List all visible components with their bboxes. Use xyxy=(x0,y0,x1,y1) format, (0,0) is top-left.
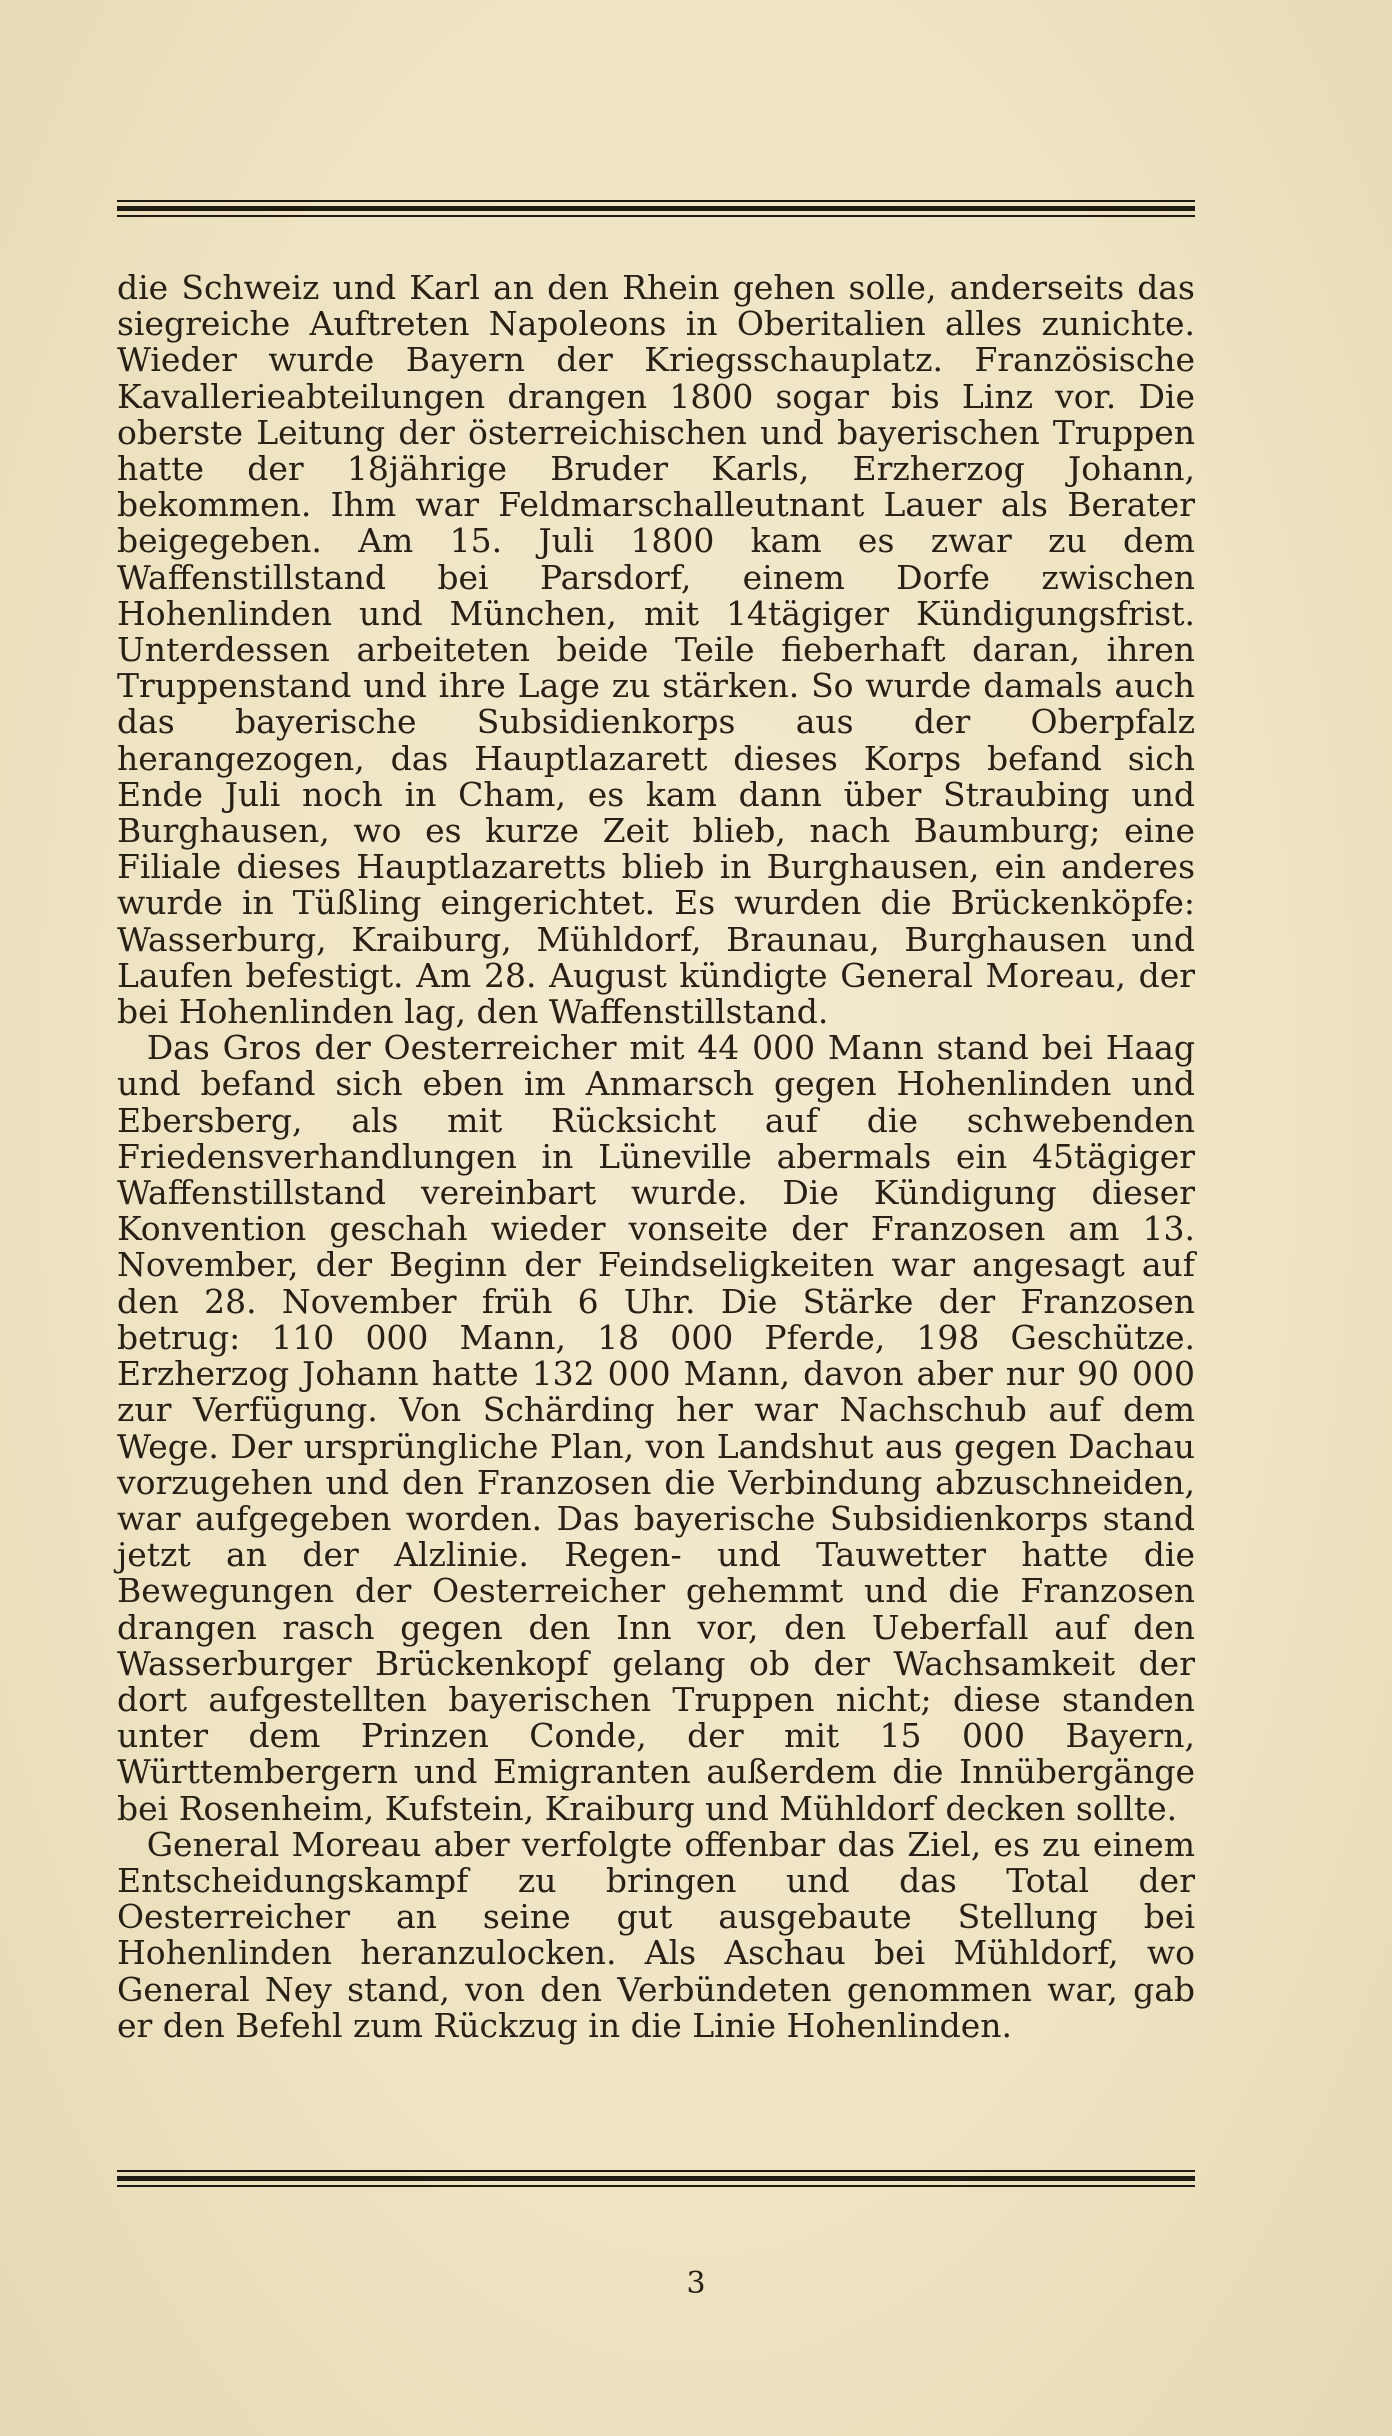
rule-line xyxy=(117,2176,1195,2181)
paragraph-2: Das Gros der Oesterreicher mit 44 000 Mann stand bei Haag und befand sich eben im Anmarsch gegen Hohenlinden und Ebersberg, als mit Rücksicht auf die schwebenden Friedensverhandlungen in Lüneville abermals ein 45tägiger Waffenstillstand vereinbart wurde. Die Kündigung dieser Konvention geschah wieder vonseite der Franzosen am 13. November, der Beginn der Feindseligkeiten war angesagt auf den 28. November früh 6 Uhr. Die Stärke der Franzosen betrug: 110 000 Mann, 18 000 Pferde, 198 Geschütze. Erzherzog Johann hatte 132 000 Mann, davon aber nur 90 000 zur Verfügung. Von Schärding her war Nachschub auf dem Wege. Der ursprüngliche Plan, von Landshut aus gegen Dachau vorzugehen und den Franzosen die Verbindung abzuschneiden, war aufgegeben worden. Das bayerische Subsidienkorps stand jetzt an der Alzlinie. Regen- und Tauwetter hatte die Bewegungen der Oesterreicher gehemmt und die Franzosen drangen rasch gegen den Inn vor, den Ueberfall auf den Wasserburger Brückenkopf gelang ob der Wachsamkeit der dort aufgestellten bayerischen Truppen nicht; diese standen unter dem Prinzen Conde, der mit 15 000 Bayern, Württembergern und Emigranten außerdem die Innübergänge bei Rosenheim, Kufstein, Kraiburg und Mühldorf decken sollte. xyxy=(117,1028,1195,1828)
bottom-decorative-rule xyxy=(117,2170,1195,2191)
paragraph-3: General Moreau aber verfolgte offenbar das Ziel, es zu einem Entscheidungskampf zu bringen und das Total der Oesterreicher an seine gut ausgebaute Stellung bei Hohenlinden heranzulocken. Als Aschau bei Mühldorf, wo General Ney stand, von den Verbündeten genommen war, gab er den Befehl zum Rückzug in die Linie Hohenlinden. xyxy=(117,1824,1195,2045)
page-number: 3 xyxy=(686,2266,706,2301)
rule-line xyxy=(117,200,1195,202)
paragraph-1: die Schweiz und Karl an den Rhein gehen solle, anderseits das siegreiche Auftreten Napoleons in Oberitalien alles zunichte. Wieder wurde Bayern der Kriegsschauplatz. Französische Kavallerieabteilungen drangen 1800 sogar bis Linz vor. Die oberste Leitung der österreichischen und bayerischen Truppen hatte der 18jährige Bruder Karls, Erzherzog Johann, bekommen. Ihm war Feldmarschalleutnant Lauer als Berater beigegeben. Am 15. Juli 1800 kam es zwar zu dem Waffenstillstand bei Parsdorf, einem Dorfe zwischen Hohenlinden und München, mit 14tägiger Kündigungsfrist. Unterdessen arbeiteten beide Teile fieberhaft daran, ihren Truppenstand und ihre Lage zu stärken. So wurde damals auch das bayerische Subsidienkorps aus der Oberpfalz herangezogen, das Hauptlazarett dieses Korps befand sich Ende Juli noch in Cham, es kam dann über Straubing und Burghausen, wo es kurze Zeit blieb, nach Baumburg; eine Filiale dieses Hauptlazaretts blieb in Burghausen, ein anderes wurde in Tüßling eingerichtet. Es wurden die Brückenköpfe: Wasserburg, Kraiburg, Mühldorf, Braunau, Burghausen und Laufen befestigt. Am 28. August kündigte General Moreau, der bei Hohenlinden lag, den Waffenstillstand. xyxy=(117,268,1195,1032)
rule-line xyxy=(117,215,1195,217)
rule-line xyxy=(117,2185,1195,2187)
body-text xyxy=(117,270,1195,2044)
top-decorative-rule xyxy=(117,200,1195,221)
rule-line xyxy=(117,206,1195,211)
rule-line xyxy=(117,2170,1195,2172)
